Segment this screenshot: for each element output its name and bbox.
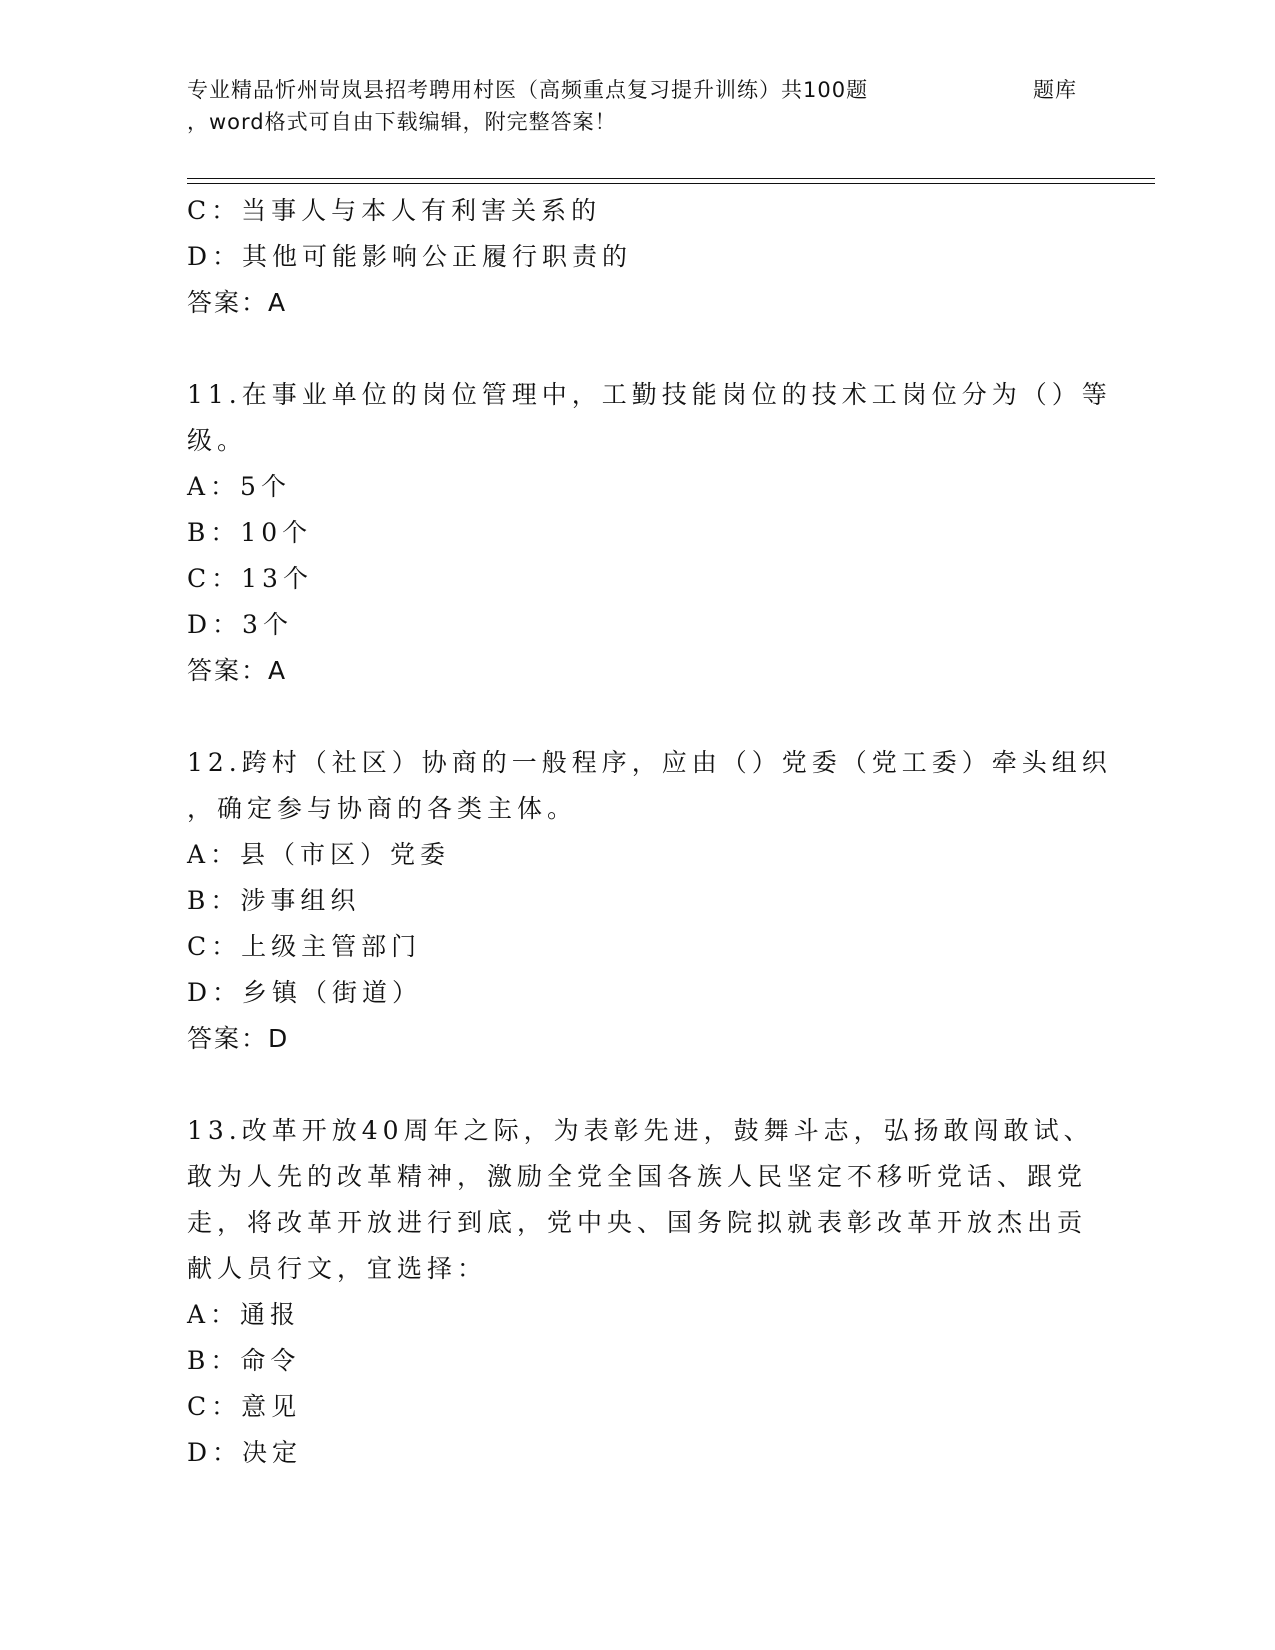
question-text: 11.在事业单位的岗位管理中，工勤技能岗位的技术工岗位分为（）等 bbox=[187, 380, 1112, 409]
option-c: C：当事人与本人有利害关系的 bbox=[187, 196, 602, 225]
question-13 bbox=[187, 1108, 1094, 1476]
question-text: 走，将改革开放进行到底，党中央、国务院拟就表彰改革开放杰出贡 bbox=[187, 1208, 1088, 1237]
spacer bbox=[187, 1062, 1087, 1108]
option-c: C：上级主管部门 bbox=[187, 932, 422, 961]
answer-line: 答案：D bbox=[187, 1024, 290, 1053]
spacer bbox=[187, 326, 1087, 372]
header-right-label: 题库 bbox=[1033, 78, 1077, 102]
question-text: 13.改革开放40周年之际，为表彰先进，鼓舞斗志，弘扬敢闯敢试、 bbox=[187, 1116, 1094, 1145]
option-a: A：5个 bbox=[187, 472, 291, 501]
option-d: D：其他可能影响公正履行职责的 bbox=[187, 242, 633, 271]
option-a: A：县（市区）党委 bbox=[187, 840, 451, 869]
option-b: B：10个 bbox=[187, 518, 313, 547]
question-12 bbox=[187, 740, 1112, 1062]
option-a: A：通报 bbox=[187, 1300, 301, 1329]
option-d: D：乡镇（街道） bbox=[187, 978, 423, 1007]
question-text: 12.跨村（社区）协商的一般程序，应由（）党委（党工委）牵头组织 bbox=[187, 748, 1112, 777]
option-d: D：决定 bbox=[187, 1438, 303, 1467]
option-b: B：涉事组织 bbox=[187, 886, 361, 915]
answer-line: 答案：A bbox=[187, 288, 288, 317]
document-body bbox=[187, 188, 1112, 1476]
spacer bbox=[187, 694, 1087, 740]
question-11 bbox=[187, 372, 1112, 694]
question-10-continued bbox=[187, 188, 1087, 326]
header-divider-top bbox=[187, 178, 1155, 179]
answer-line: 答案：A bbox=[187, 656, 288, 685]
question-text: 级。 bbox=[187, 426, 248, 455]
option-b: B：命令 bbox=[187, 1346, 301, 1375]
option-c: C：意见 bbox=[187, 1392, 302, 1421]
document-title-line-1: 专业精品忻州岢岚县招考聘用村医（高频重点复习提升训练）共100题 bbox=[187, 78, 869, 102]
document-title-line-2: ，word格式可自由下载编辑，附完整答案！ bbox=[187, 110, 617, 134]
option-d: D：3个 bbox=[187, 610, 293, 639]
question-text: ，确定参与协商的各类主体。 bbox=[187, 794, 578, 823]
question-text: 敢为人先的改革精神，激励全党全国各族人民坚定不移听党话、跟党 bbox=[187, 1162, 1088, 1191]
page-header bbox=[187, 74, 1087, 138]
option-c: C：13个 bbox=[187, 564, 313, 593]
question-text: 献人员行文，宜选择： bbox=[187, 1254, 488, 1283]
header-divider-bottom bbox=[187, 183, 1155, 184]
